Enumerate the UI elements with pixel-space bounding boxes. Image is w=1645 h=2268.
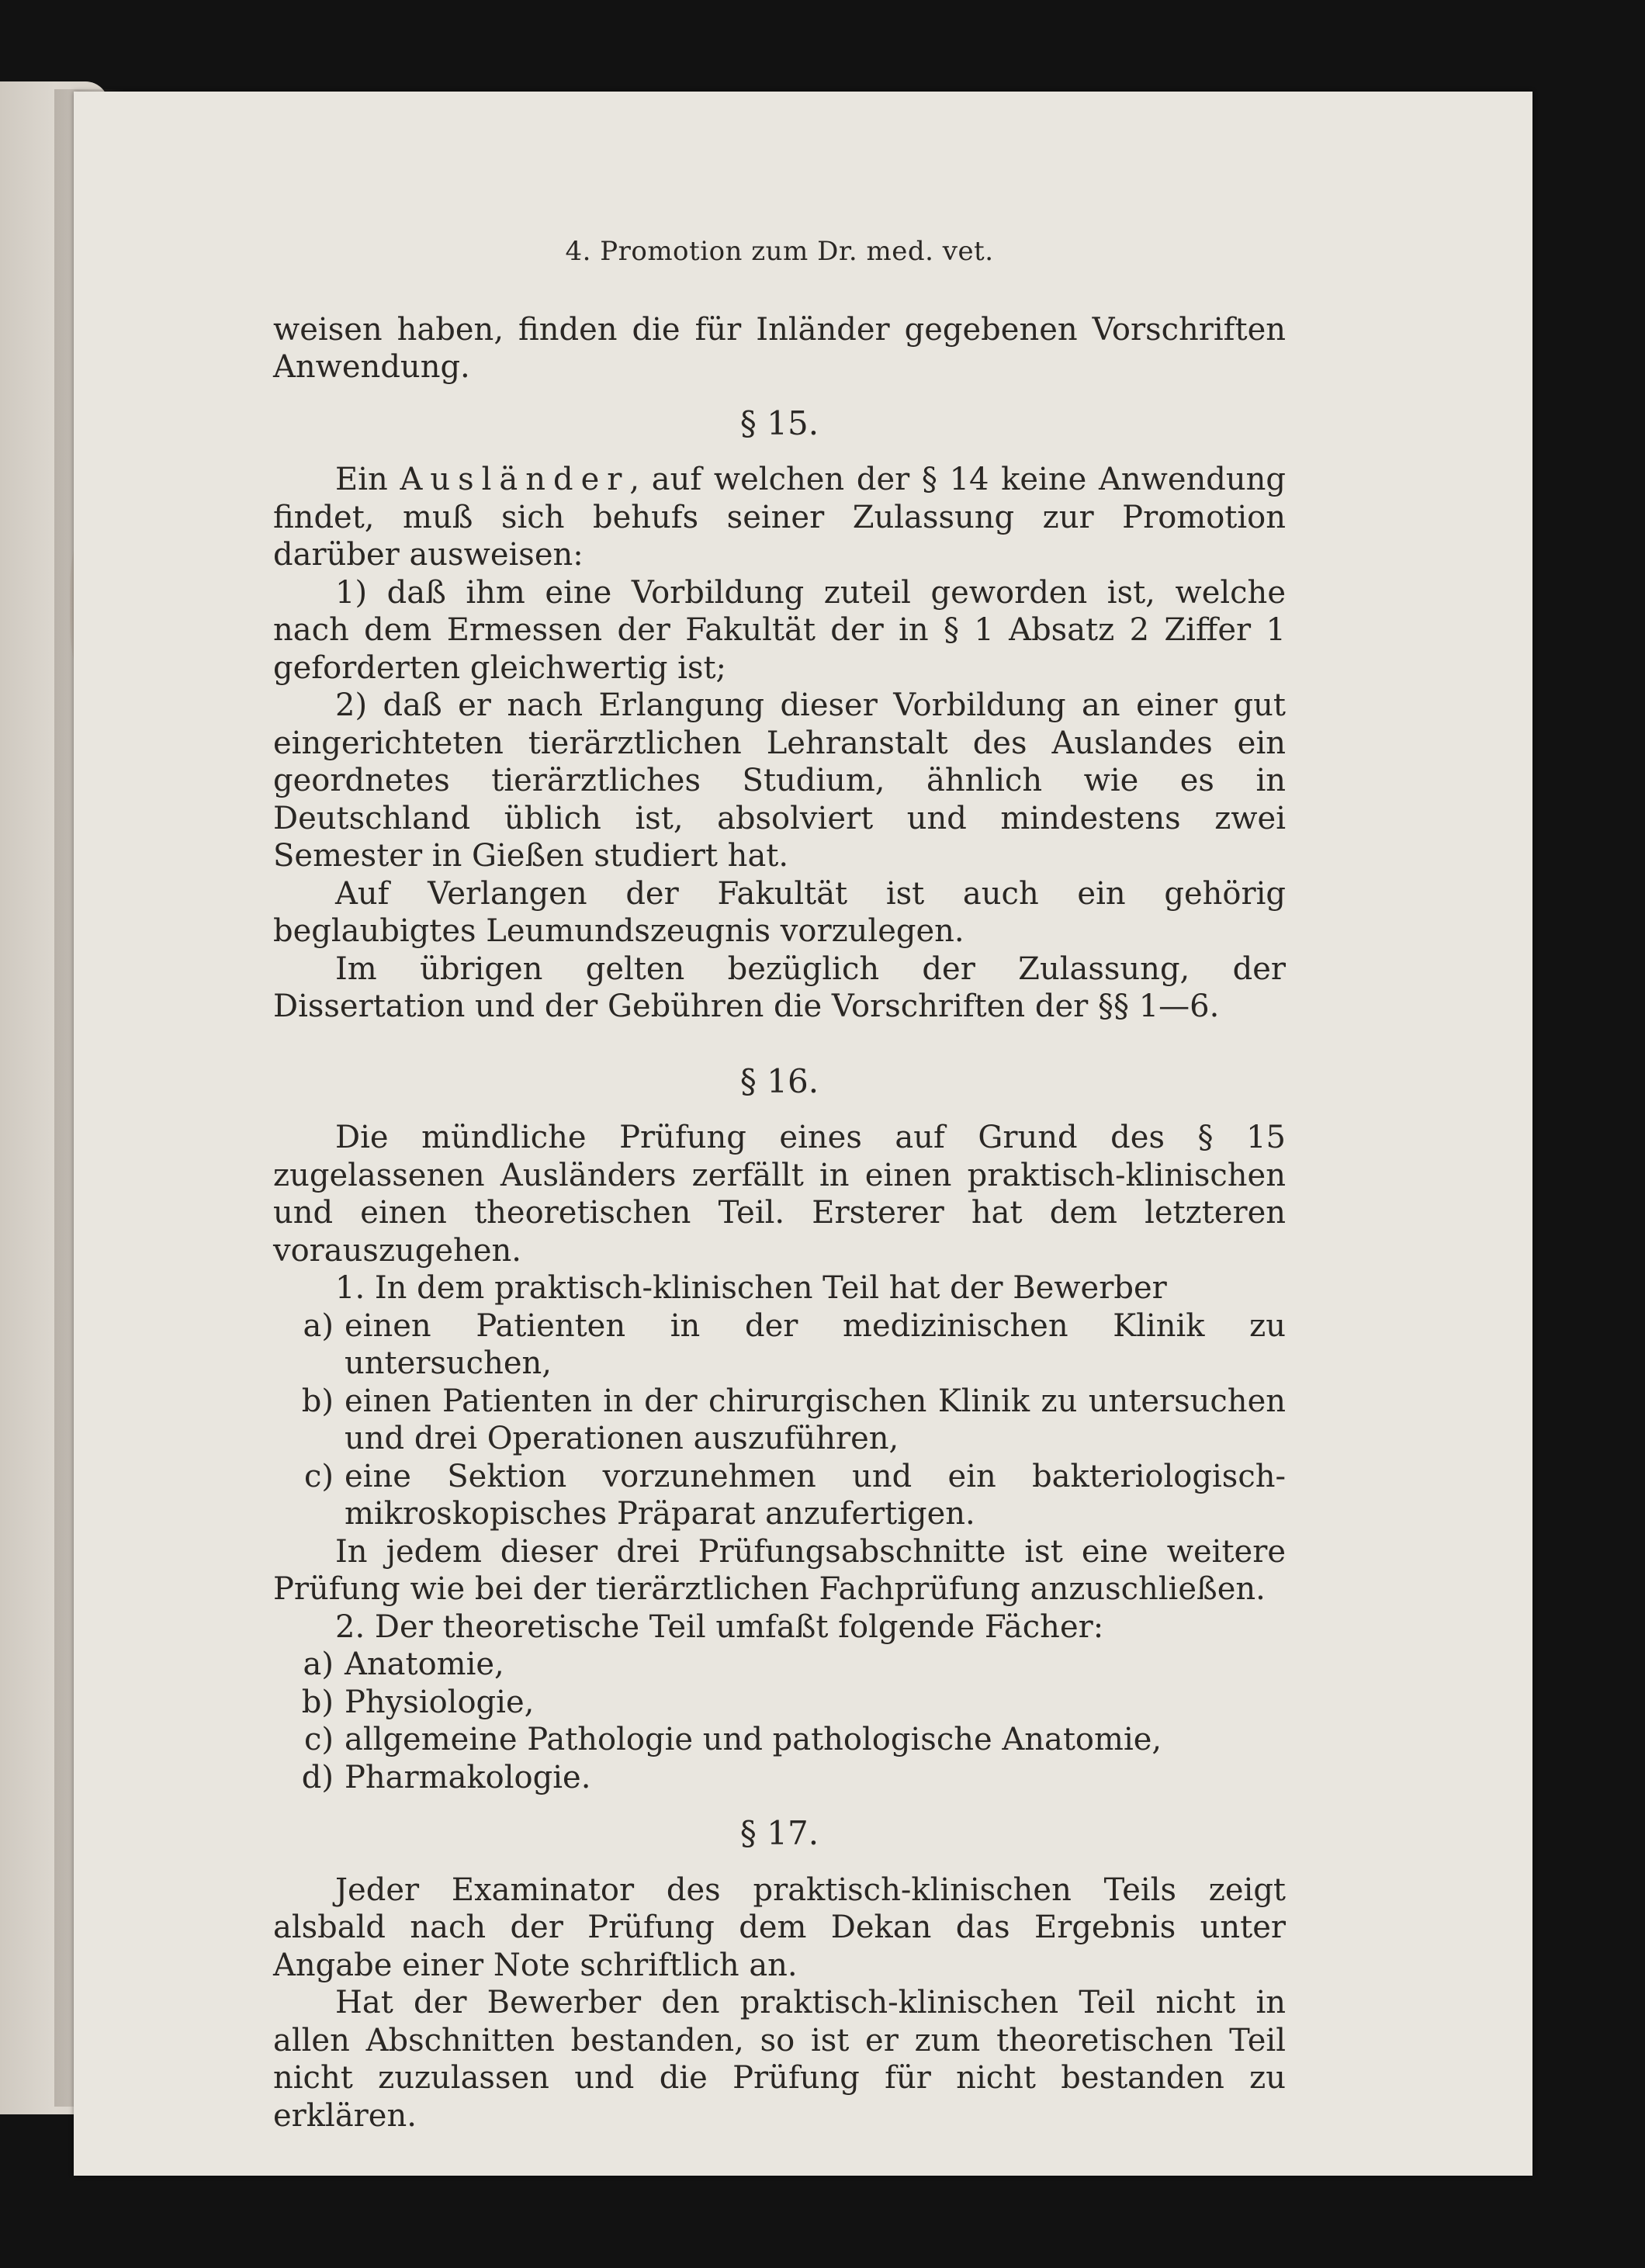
section-17-paragraph-1: Jeder Examinator des praktisch-klinischen Teils zeigt alsbald nach der Prüfung dem Dekan das Ergebnis unter Angabe einer Note schriftlich an. xyxy=(273,1872,1286,1983)
section-15-item-2 xyxy=(273,687,1286,875)
item-marker: d) xyxy=(301,1759,334,1795)
section-15-heading: § 15. xyxy=(739,403,819,442)
section-17-heading: § 17. xyxy=(739,1814,819,1852)
section-16-paragraph-1: Die mündliche Prüfung eines auf Grund des § 15 zugelassenen Ausländers zerfällt in einen praktisch-klinischen und einen theoretischen Teil. Ersterer hat dem letzteren vorauszugehen. xyxy=(273,1120,1286,1269)
item-marker: a) xyxy=(303,1646,334,1682)
running-head: 4. Promotion zum Dr. med. vet. xyxy=(565,236,994,267)
section-16-point-2-item-a xyxy=(273,1646,1286,1684)
item-text: Anatomie, xyxy=(345,1646,504,1682)
section-16-point-2-item-c xyxy=(273,1721,1286,1759)
item-marker: b) xyxy=(301,1684,334,1720)
section-15-item-1 xyxy=(273,574,1286,687)
section-16-point-2: 2. Der theoretische Teil umfaßt folgende Fächer: xyxy=(335,1608,1104,1645)
section-16-point-1: 1. In dem praktisch-klinischen Teil hat der Bewerber xyxy=(335,1270,1167,1306)
item-marker: b) xyxy=(301,1383,334,1419)
section-16-point-1-item-b xyxy=(273,1383,1286,1458)
item-text: Pharmakologie. xyxy=(345,1759,591,1795)
item-text: daß ihm eine Vorbildung zuteil geworden ist, welche nach dem Ermessen der Fakultät der in § 1 Absatz 2 Ziffer 1 geforderten gleichwertig ist; xyxy=(273,574,1286,686)
section-15-lead-before: Ein xyxy=(335,462,388,497)
section-16-point-1-item-c xyxy=(273,1458,1286,1533)
section-16-paragraph-2: In jedem dieser drei Prüfungsabschnitte ist eine weitere Prüfung wie bei der tierärztlichen Fachprüfung anzuschließen. xyxy=(273,1533,1286,1607)
section-16-point-2-item-b xyxy=(273,1684,1286,1722)
item-text: eine Sektion vorzunehmen und ein bakteriologisch-mikroskopisches Präparat anzufertigen. xyxy=(345,1458,1286,1532)
section-17-paragraph-2: Hat der Bewerber den praktisch-klinischen Teil nicht in allen Abschnitten bestanden, so ist er zum theoretischen Teil nicht zuzulassen und die Prüfung für nicht bestanden zu erklären. xyxy=(273,1985,1286,2134)
item-marker: a) xyxy=(303,1307,334,1344)
item-text: einen Patienten in der medizinischen Klinik zu untersuchen, xyxy=(345,1307,1286,1381)
section-15-paragraph-2: Auf Verlangen der Fakultät ist auch ein gehörig beglaubigtes Leumundszeugnis vorzulegen. xyxy=(273,875,1286,949)
section-15-lead-paragraph xyxy=(273,461,1286,574)
item-marker: 2) xyxy=(335,687,368,723)
item-text: Physiologie, xyxy=(345,1684,535,1720)
item-marker: c) xyxy=(303,1722,334,1757)
intro-paragraph: weisen haben, finden die für Inländer gegebenen Vorschriften Anwendung. xyxy=(273,311,1286,385)
item-text: einen Patienten in der chirurgischen Klinik zu untersuchen und drei Operationen auszuführen, xyxy=(345,1383,1286,1456)
section-15-lead-after: , auf welchen der § 14 keine Anwendung findet, muß sich behufs seiner Zulassung zur Promotion darüber ausweisen: xyxy=(273,462,1287,573)
item-marker: c) xyxy=(303,1458,334,1494)
section-16-point-2-item-d xyxy=(273,1759,1286,1797)
item-text: allgemeine Pathologie und pathologische Anatomie, xyxy=(345,1722,1162,1757)
section-15-paragraph-3: Im übrigen gelten bezüglich der Zulassung, der Dissertation und der Gebühren die Vorschriften der §§ 1—6. xyxy=(273,950,1286,1024)
item-marker: 1) xyxy=(335,574,368,611)
section-16-point-1-item-a xyxy=(273,1307,1286,1383)
section-16-heading: § 16. xyxy=(739,1061,819,1100)
item-text: daß er nach Erlangung dieser Vorbildung an einer gut eingerichteten tierärztlichen Lehranstalt des Auslandes ein geordnetes tierärztliches Studium, ähnlich wie es in Deutschland üblich ist, absolviert und mindestens zwei Semester in Gießen studiert hat. xyxy=(273,687,1286,874)
section-15-lead-word: Ausländer xyxy=(400,462,630,497)
page-text-block xyxy=(273,233,1286,2135)
